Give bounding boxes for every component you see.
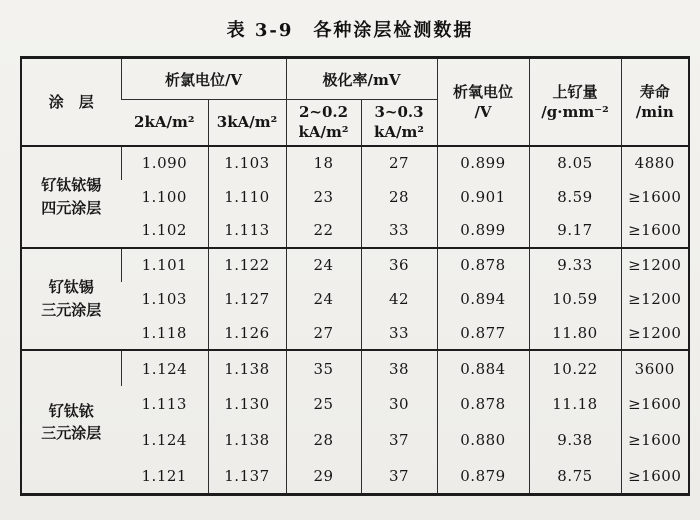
header-coating: 涂 层 [21,58,121,146]
table-cell: 1.090 [121,146,208,180]
table-cell: 37 [361,458,437,494]
header-ru-line2: /g·mm⁻² [541,102,609,121]
table-cell: 0.878 [437,248,529,282]
table-cell: 4880 [621,146,689,180]
group1-label-line2: 四元涂层 [41,198,102,217]
table-cell: 33 [361,214,437,248]
table-cell: 11.18 [529,386,621,422]
table-row [21,248,689,282]
table-row [21,386,689,422]
header-sub-2ka: 2kA/m² [121,100,208,146]
table-cell: 1.137 [208,458,286,494]
table-cell: 18 [286,146,361,180]
table-cell: 1.118 [141,323,187,342]
table-cell: 30 [361,386,437,422]
table-cell: 37 [361,422,437,458]
table-row [21,422,689,458]
table-cell: 11.80 [529,316,621,350]
header-sub-3ka: 3kA/m² [208,100,286,146]
table-cell: 1.124 [121,350,208,386]
table-cell: 25 [286,386,361,422]
table-cell: 1.127 [208,282,286,316]
table-cell: 1.138 [208,422,286,458]
header-sub-2-02ka-line2: kA/m² [298,123,349,142]
table-cell: 1.103 [208,146,286,180]
table-cell: 0.880 [437,422,529,458]
table-row [21,316,689,350]
table-cell: 9.17 [529,214,621,248]
table-row [21,350,689,386]
table-cell: 24 [286,282,361,316]
table-row [21,146,689,180]
table-cell: 1.113 [141,395,187,414]
header-chlorine-potential-group: 析氯电位/V [121,58,286,100]
table-cell: 23 [286,180,361,214]
table-cell: 0.899 [437,146,529,180]
header-oxygen-line2: /V [474,102,492,121]
table-row [21,282,689,316]
table-cell: ≥1200 [621,316,689,350]
table-cell: 0.877 [437,316,529,350]
table-cell: ≥1600 [621,422,689,458]
header-lifetime [621,58,689,146]
table-cell: 9.33 [529,248,621,282]
table-cell: 0.884 [437,350,529,386]
coating-data-table [20,56,690,496]
table-cell: 29 [286,458,361,494]
header-ru-line1: 上钌量 [552,82,598,101]
header-ruthenium-loading [529,58,621,146]
header-oxygen-potential [437,58,529,146]
table-cell: 42 [361,282,437,316]
table-cell: 0.901 [437,180,529,214]
table-cell: 1.110 [208,180,286,214]
table-cell: 1.130 [208,386,286,422]
header-sub-2-02ka-line1: 2~0.2 [298,103,349,121]
table-cell: 27 [286,316,361,350]
table-cell: 35 [286,350,361,386]
table-cell: 33 [361,316,437,350]
table-cell: ≥1600 [621,386,689,422]
table-cell: 36 [361,248,437,282]
header-life-line1: 寿命 [639,82,670,101]
coating-group-label-2 [21,248,121,350]
header-sub-3-03ka-line2: kA/m² [374,123,424,142]
table-cell: ≥1600 [621,458,689,494]
table-cell: 38 [361,350,437,386]
table-cell: ≥1200 [621,282,689,316]
group2-label-line1: 钌钛锡 [48,278,94,297]
table-cell: 1.122 [208,248,286,282]
header-oxygen-line1: 析氧电位 [452,82,513,101]
table-cell: 8.75 [529,458,621,494]
table-cell: 1.100 [141,187,187,206]
header-sub-3-03ka [361,100,437,146]
coating-group-label-3 [21,350,121,494]
table-cell: ≥1600 [621,214,689,248]
table-cell: 28 [286,422,361,458]
table-cell: 24 [286,248,361,282]
table-cell: 8.05 [529,146,621,180]
table-cell: 9.38 [529,422,621,458]
table-cell: 1.101 [121,248,208,282]
coating-group-label-1 [21,146,121,248]
table-cell: 1.121 [141,466,187,485]
table-cell: 28 [361,180,437,214]
table-cell: 10.22 [529,350,621,386]
table-row [21,214,689,248]
header-sub-3-03ka-line1: 3~0.3 [374,103,424,121]
table-cell: 1.138 [208,350,286,386]
page-title: 表 3-9 各种涂层检测数据 [226,20,474,41]
table-cell: 0.899 [437,214,529,248]
table-cell: 1.126 [208,316,286,350]
group3-label-line1: 钌钛铱 [48,401,94,420]
table-cell: 0.878 [437,386,529,422]
header-sub-2-02ka [286,100,361,146]
table-cell: 1.103 [141,289,187,308]
table-cell: 27 [361,146,437,180]
group2-label-line2: 三元涂层 [41,300,102,319]
table-cell: 3600 [621,350,689,386]
group3-label-line2: 三元涂层 [41,424,102,443]
table-cell: 22 [286,214,361,248]
table-cell: ≥1200 [621,248,689,282]
table-cell: 1.113 [208,214,286,248]
header-row-1 [21,58,689,100]
table-cell: ≥1600 [621,180,689,214]
header-polarization-group: 极化率/mV [286,58,437,100]
table-row [21,180,689,214]
table-row [21,458,689,494]
table-cell: 0.894 [437,282,529,316]
header-life-line2: /min [635,102,674,121]
table-cell: 1.102 [141,221,187,240]
group1-label-line1: 钌钛铱锡 [41,176,102,195]
table-cell: 8.59 [529,180,621,214]
table-cell: 10.59 [529,282,621,316]
table-cell: 0.879 [437,458,529,494]
table-cell: 1.124 [141,431,187,450]
